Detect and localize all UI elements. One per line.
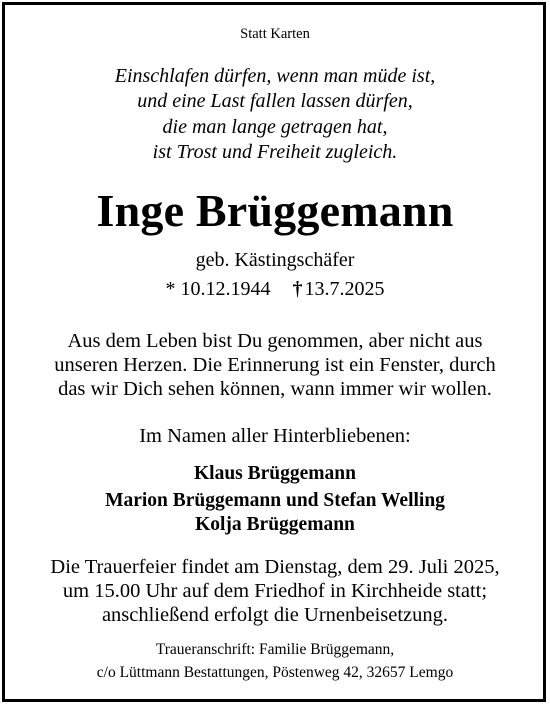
verse-line-2: und eine Last fallen lassen dürfen, (137, 90, 413, 112)
header-text: Statt Karten (240, 26, 310, 42)
service-line-3: anschließend erfolgt die Urnenbeisetzung. (101, 604, 449, 626)
mourner-name-1: Klaus Brüggemann (194, 463, 356, 484)
address-line-2: c/o Lüttmann Bestattungen, Pöstenweg 42, 32657 Lemgo (96, 664, 454, 681)
verse-line-3: die man lange getragen hat, (162, 116, 388, 138)
message-line-1: Aus dem Leben bist Du genommen, aber nicht aus (67, 330, 483, 352)
death-cross-icon: † (292, 278, 303, 300)
maiden-name: geb. Kästingschäfer (195, 249, 355, 271)
verse-line-4: ist Trost und Freiheit zugleich. (152, 141, 398, 163)
service-line-1: Die Trauerfeier findet am Dienstag, dem 29. Juli 2025, (50, 556, 500, 578)
address-line-1: Traueranschrift: Familie Brüggemann, (155, 641, 395, 658)
death-date: 13.7.2025 (304, 278, 385, 300)
service-line-2: um 15.00 Uhr auf dem Friedhof in Kirchheide statt; (62, 580, 488, 602)
message-line-2: unseren Herzen. Die Erinnerung ist ein Fenster, durch (54, 354, 496, 376)
mourners-intro: Im Namen aller Hinterbliebenen: (139, 425, 411, 447)
birth-marker: * (165, 278, 176, 300)
life-dates (0, 279, 550, 299)
verse-line-1: Einschlafen dürfen, wenn man müde ist, (114, 65, 436, 87)
deceased-name: Inge Brüggemann (96, 185, 454, 236)
mourner-name-2: Marion Brüggemann und Stefan Welling (105, 490, 445, 511)
mourner-name-3: Kolja Brüggemann (195, 514, 355, 535)
message-line-3: das wir Dich sehen können, wann immer wir wollen. (58, 378, 492, 400)
birth-date: 10.12.1944 (180, 278, 271, 300)
